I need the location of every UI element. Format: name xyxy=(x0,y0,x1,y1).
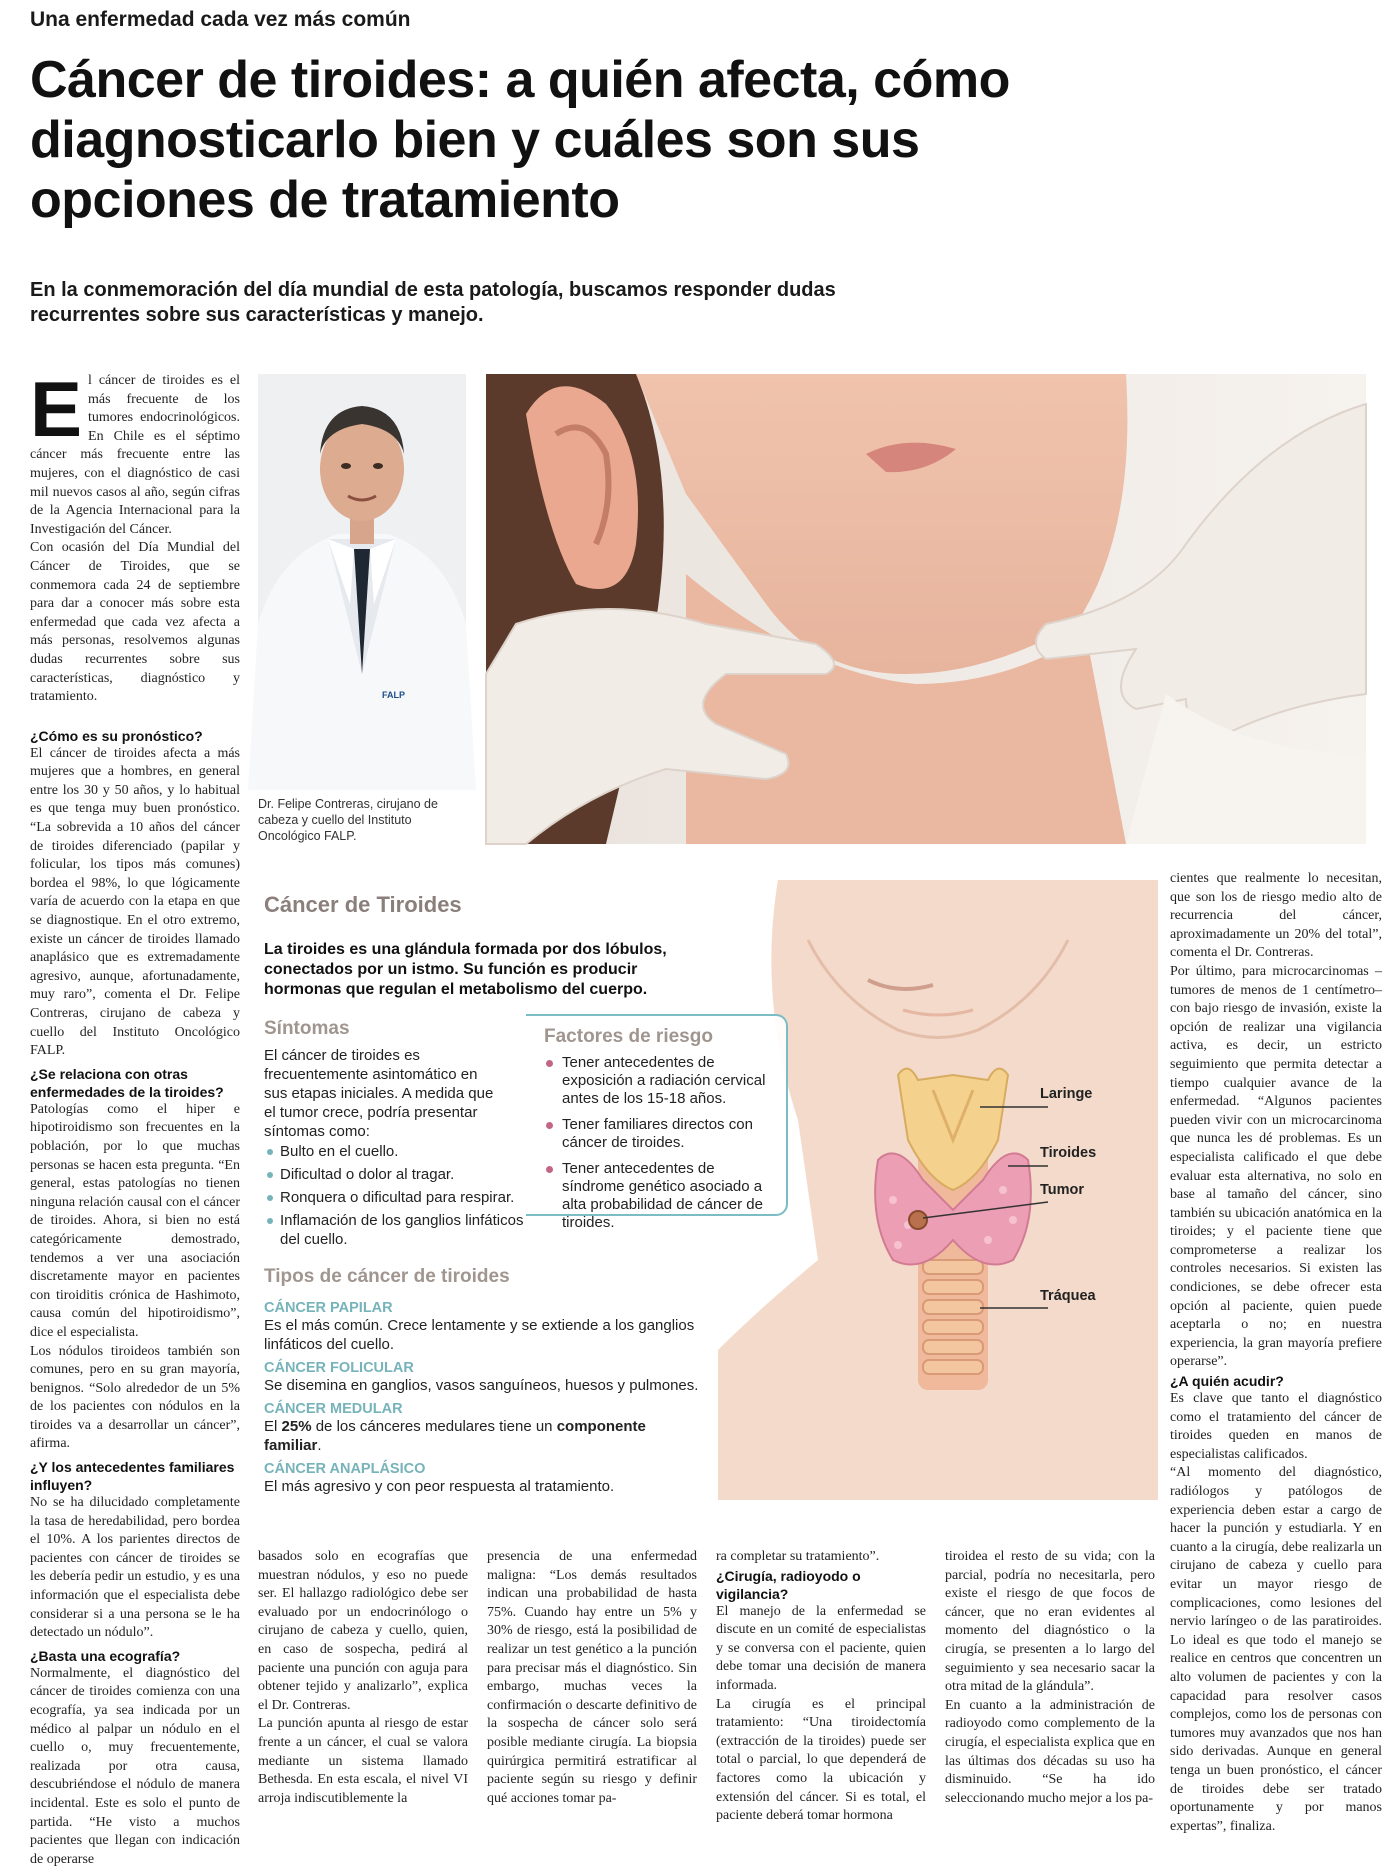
type-name: CÁNCER PAPILAR xyxy=(264,1300,393,1316)
paragraph: basados solo en ecografías que muestran nódulos, y eso no puede ser. El hallazgo radiológico debe ser evaluado por un endocrinólogo o cirujano de cabeza y cuello, quien, en caso de sospecha, pedirá al paciente una punción con aguja para obtener tejido y analizarlo”, explica el Dr. Contreras. xyxy=(258,1549,468,1713)
label-larynx: Laringe xyxy=(1040,1086,1093,1102)
subheading-ultrasound: ¿Basta una ecografía? xyxy=(30,1647,181,1664)
label-tumor: Tumor xyxy=(1040,1182,1085,1198)
paragraph: tiroidea el resto de su vida; con la parcial, podría no necesitarla, pero existe el riesgo de que focos de cáncer, que no eran evidentes al momento del diagnóstico o la cirugía, se presenten a lo largo del seguimiento y sea necesario sacar la otra mitad de la glándula”. xyxy=(945,1549,1155,1695)
kicker: Una enfermedad cada vez más común xyxy=(30,8,411,31)
paragraph: En cuanto a la administración de radioyodo como complemento de la cirugía, el especialista explica que en las últimas dos décadas su uso ha disminuido. “Se ha ido seleccionando mucho mejor a los pa- xyxy=(945,1697,1155,1806)
infographic-intro: La tiroides es una glándula formada por dos lóbulos, conectados por un istmo. Su función es producir hormonas que regulan el metabolismo del cuerpo. xyxy=(264,941,667,998)
cancer-types-list xyxy=(264,1294,704,1496)
article-column-5 xyxy=(945,1548,1155,1804)
type-name: CÁNCER MEDULAR xyxy=(264,1401,403,1417)
article-column-4 xyxy=(716,1548,926,1824)
headline: Cáncer de tiroides: a quién afecta, cómo diagnosticarlo bien y cuáles son sus opciones de tratamiento xyxy=(30,51,1010,229)
symptom-item: Inflamación de los ganglios linfáticos del cuello. xyxy=(264,1211,529,1249)
subheading-family-history: ¿Y los antecedentes familiares influyen? xyxy=(30,1459,235,1494)
type-description: Es el más común. Crece lentamente y se extiende a los ganglios linfáticos del cuello. xyxy=(264,1317,695,1353)
paragraph: Es clave que tanto el diagnóstico como el tratamiento del cáncer de tiroides queden en manos de especialistas calificados. xyxy=(1170,1391,1382,1462)
paragraph: La cirugía es el principal tratamiento: “Una tiroidectomía (extracción de la tiroides) puede ser total o parcial, lo que dependerá de factores como la ubicación y extensión del cáncer. Si es total, el paciente deberá tomar hormona xyxy=(716,1696,926,1824)
paragraph: “Al momento del diagnóstico, radiólogos y patólogos de experiencia deben estar a cargo de hacer la punción y estudiarla. Y en cuanto a la cirugía, debe realizarla un cirujano de cabeza y cuello para evitar un mayor riesgo de complicaciones, como lesiones del nervio laríngeo o de las paratiroides. Lo ideal es que todo el manejo se realice en centros que concentren un alto volumen de pacientes y con la capacidad para resolver casos complejos, como los de personas con tumores muy avanzados que nos han sido derivadas. Aunque en general tenga un buen pronóstico, el cáncer de tiroides debe ser tratado oportunamente y por manos expertas”, finaliza. xyxy=(1170,1465,1382,1834)
intro-paragraph: l cáncer de tiroides es el más frecuente de los tumores endocrinológicos. En Chile es el séptimo cáncer más frecuente entre las mujeres, con el diagnóstico de casi mil nuevos casos al año, según cifras de la Agencia Internacional para la Investigación del Cáncer. xyxy=(30,373,240,537)
symptom-item: Dificultad o dolor al tragar. xyxy=(264,1165,529,1184)
tumor xyxy=(909,1211,927,1229)
risk-item: Tener antecedentes de síndrome genético asociado a alta probabilidad de cáncer de tiroides. xyxy=(544,1160,772,1232)
paragraph: cientes que realmente lo necesitan, que son los de riesgo medio alto de recurrencia del cáncer, aproximadamente un 20% del total”, comenta el Dr. Contreras. xyxy=(1170,871,1382,961)
label-trachea: Tráquea xyxy=(1040,1288,1096,1304)
paragraph: presencia de una enfermedad maligna: “Los demás resultados indican una probabilidad de hasta 75%. Cuando hay entre un 5% y 30% de riesgo, está la posibilidad de realizar un test genético a la punción para precisar más el diagnóstico. Sin embargo, muchas veces la confirmación o descarte definitivo de la sospecha de cáncer solo será posible mediante cirugía. La biopsia quirúrgica permitirá estratificar al paciente según su riesgo y definir qué acciones tomar pa- xyxy=(487,1549,697,1806)
paragraph: No se ha dilucidado completamente la tasa de heredabilidad, pero bordea el 10%. A los parientes directos de pacientes con cáncer de tiroides se les debería pedir un estudio, y es una información que el especialista debe considerar si a una persona se le ha detectado un nódulo”. xyxy=(30,1495,240,1641)
infographic xyxy=(258,880,1158,1500)
risk-factors-box xyxy=(526,1014,788,1231)
type-description: El 25% de los cánceres medulares tiene un componente familiar. xyxy=(264,1418,646,1454)
risk-item: Tener antecedentes de exposición a radiación cervical antes de los 15-18 años. xyxy=(544,1054,772,1108)
paragraph: Patologías como el hiper e hipotiroidismo son frecuentes en la población, por lo que muchas personas se hacen esta pregunta. “En general, estas patologías no tienen ninguna relación causal con el cáncer de tiroides. Ahora, si bien no está categóricamente demostrado, tendemos a ver una asociación discretamente mayor en pacientes con tiroiditis crónica de Hashimoto, causa común del hipotiroidismo”, dice el especialista. xyxy=(30,1101,240,1340)
falp-logo: FALP xyxy=(382,690,406,700)
drop-cap: E xyxy=(30,365,83,453)
type-name: CÁNCER FOLICULAR xyxy=(264,1360,414,1376)
paragraph: El manejo de la enfermedad se discute en un comité de especialistas y se conversa con el paciente, quien debe tomar una decisión de manera informada. xyxy=(716,1603,926,1693)
article-column-6 xyxy=(1170,870,1382,1834)
doctor-photo xyxy=(258,374,466,790)
paragraph: Por último, para microcarcinomas –tumores de menos de 1 centímetro– con bajo riesgo de invasión, existe la opción de realizar una vigilancia activa, es decir, un estricto seguimiento que permita detectar a tiempo cualquier avance de la enfermedad. “Algunos pacientes pueden vivir con un microcarcinoma que nunca les dé problemas. Es un especialista calificado el que debe evaluar esta alternativa, no solo en base al tamaño del cáncer, sino también su ubicación anatómica en la tiroides; y el paciente tiene que comprometerse a realizar los controles necesarios. Si existen las condiciones, se debe ofrecer esta opción al paciente, quien puede aceptarla o no; en nuestra experiencia, la gran mayoría prefiere operarse”. xyxy=(1170,963,1382,1370)
types-title: Tipos de cáncer de tiroides xyxy=(264,1266,510,1287)
infographic-title: Cáncer de Tiroides xyxy=(264,892,462,917)
paragraph: ra completar su tratamiento”. xyxy=(716,1549,880,1564)
subheading-prognosis: ¿Cómo es su pronóstico? xyxy=(30,727,203,744)
label-thyroid: Tiroides xyxy=(1040,1145,1097,1161)
neck-exam-photo xyxy=(486,374,1366,844)
lead-paragraph: En la conmemoración del día mundial de esta patología, buscamos responder dudas recurrentes sobre sus características y manejo. xyxy=(30,279,836,326)
type-description: El más agresivo y con peor respuesta al tratamiento. xyxy=(264,1478,615,1495)
risk-factors-list xyxy=(544,1054,772,1232)
paragraph: Normalmente, el diagnóstico del cáncer de tiroides comienza con una ecografía, ya sea indicada por un médico al palpar un nódulo en el cuello o, muy frecuentemente, realizada por otra causa, descubriéndose el nódulo de manera incidental. Este es solo el punto de partida. “He visto a muchos pacientes que llegan con indicación de operarse xyxy=(30,1665,240,1867)
symptoms-list xyxy=(264,1142,529,1253)
symptom-item: Bulto en el cuello. xyxy=(264,1142,529,1161)
article-column-1 xyxy=(30,365,240,1867)
paragraph: Los nódulos tiroideos también son comunes, pero en su gran mayoría, benignos. “Solo alrededor de un 5% de los pacientes con nódulos en la tiroides va a desarrollar un cáncer”, afirma. xyxy=(30,1343,240,1452)
article-column-2 xyxy=(258,1548,468,1804)
subheading-surgery: ¿Cirugía, radioyodo o vigilancia? xyxy=(716,1567,861,1602)
risk-item: Tener familiares directos con cáncer de tiroides. xyxy=(544,1116,772,1152)
symptom-item: Ronquera o dificultad para respirar. xyxy=(264,1188,529,1207)
paragraph: La punción apunta al riesgo de estar frente a un cáncer, el cual se valora mediante un sistema llamado Bethesda. En esta escala, el nivel VI arroja indiscutiblemente la xyxy=(258,1716,468,1806)
type-description: Se disemina en ganglios, vasos sanguíneos, huesos y pulmones. xyxy=(264,1377,699,1394)
photo-caption: Dr. Felipe Contreras, cirujano de cabeza y cuello del Instituto Oncológico FALP. xyxy=(258,797,438,843)
risk-factors-title: Factores de riesgo xyxy=(544,1026,713,1047)
subheading-who-to-see: ¿A quién acudir? xyxy=(1170,1373,1284,1390)
paragraph: El cáncer de tiroides afecta a más mujeres que a hombres, en general entre los 30 y 50 años, y lo habitual es que tenga muy buen pronóstico. “La sobrevida a 10 años del cáncer de tiroides diferenciado (papilar y folicular, los tipos más comunes) bordea el 98%, lo que lógicamente varía de acuerdo con la etapa en que se diagnostique. En el otro extremo, existe un cáncer de tiroides llamado anaplásico que es extremadamente agresivo, aunque, afortunadamente, muy raro”, comenta el Dr. Felipe Contreras, cirujano de cabeza y cuello del Instituto Oncológico FALP. xyxy=(30,745,240,1059)
type-name: CÁNCER ANAPLÁSICO xyxy=(264,1461,426,1477)
article-column-3 xyxy=(487,1548,697,1804)
symptoms-text: El cáncer de tiroides es frecuentemente asintomático en sus etapas iniciales. A medida que el tumor crece, podría presentar síntomas como: xyxy=(264,1047,494,1140)
symptoms-title: Síntomas xyxy=(264,1018,350,1039)
subheading-other-diseases: ¿Se relaciona con otras enfermedades de la tiroides? xyxy=(30,1065,224,1100)
paragraph: Con ocasión del Día Mundial del Cáncer de Tiroides, que se conmemora cada 24 de septiembre para dar a conocer más sobre esta enfermedad que cada vez afecta a más personas, resolvemos algunas dudas recurrentes sobre sus características, diagnóstico y tratamiento. xyxy=(30,540,240,705)
